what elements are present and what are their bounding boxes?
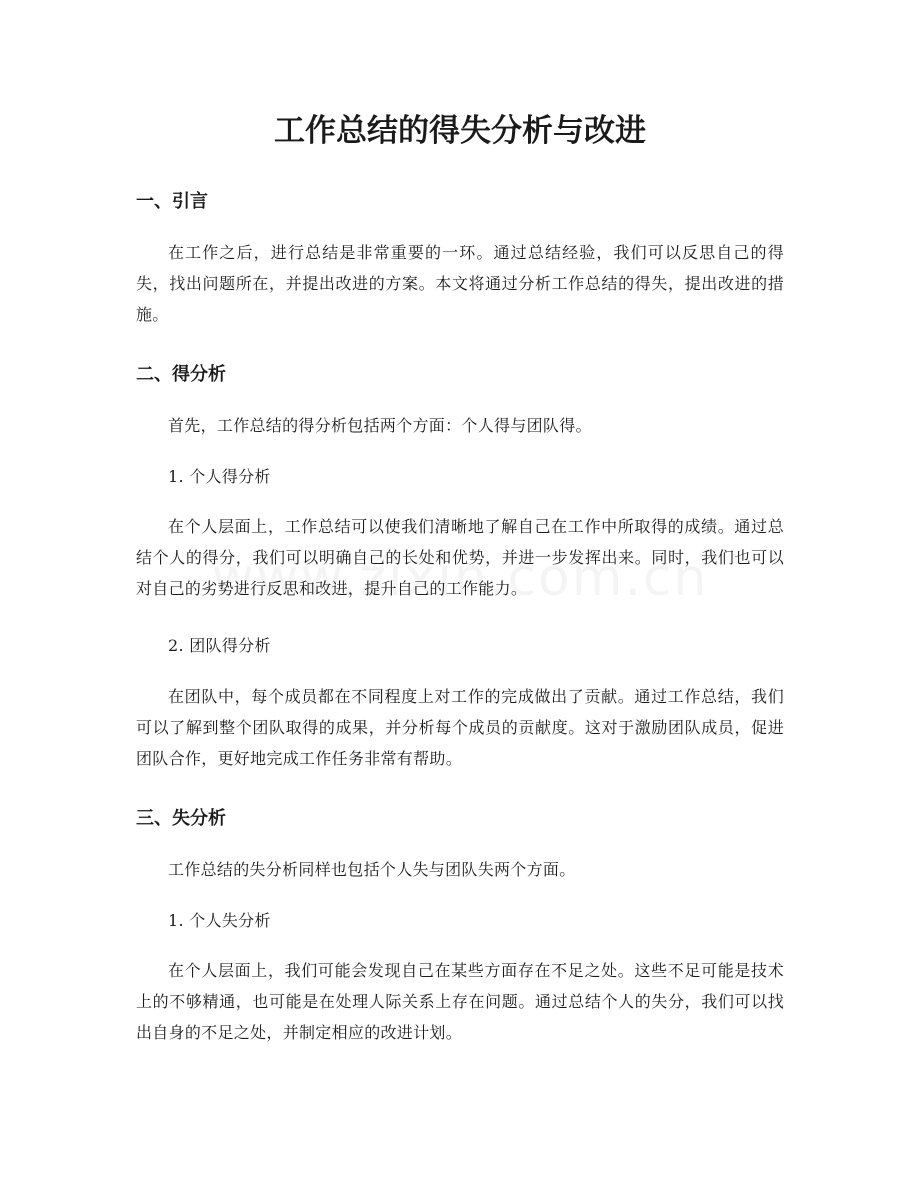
section-heading-intro: 一、引言: [136, 191, 208, 212]
section-heading-loss: 三、失分析: [136, 808, 226, 829]
loss-intro: 工作总结的失分析同样也包括个人失与团队失两个方面。: [168, 860, 576, 879]
intro-paragraph: 在工作之后，进行总结是非常重要的一环。通过总结经验，我们可以反思自己的得失，找出问题所在，并提出改进的方案。本文将通过分析工作总结的得失，提出改进的措施。: [136, 243, 784, 324]
subheading-personal-gain: 1. 个人得分析: [168, 467, 271, 486]
subheading-personal-loss: 1. 个人失分析: [168, 911, 271, 930]
personal-loss-paragraph: 在个人层面上，我们可能会发现自己在某些方面存在不足之处。这些不足可能是技术上的不够精通，也可能是在处理人际关系上存在问题。通过总结个人的失分，我们可以找出自身的不足之处，并制定相应的改进计划。: [136, 961, 784, 1042]
team-gain-paragraph: 在团队中，每个成员都在不同程度上对工作的完成做出了贡献。通过工作总结，我们可以了解到整个团队取得的成果，并分析每个成员的贡献度。这对于激励团队成员，促进团队合作，更好地完成工作任务非常有帮助。: [136, 687, 784, 768]
subheading-team-gain: 2. 团队得分析: [168, 636, 271, 655]
personal-gain-paragraph: 在个人层面上，工作总结可以使我们清晰地了解自己在工作中所取得的成绩。通过总结个人的得分，我们可以明确自己的长处和优势，并进一步发挥出来。同时，我们也可以对自己的劣势进行反思和改进，提升自己的工作能力。: [136, 517, 784, 598]
section-heading-gain: 二、得分析: [136, 364, 226, 385]
page-title: 工作总结的得失分析与改进: [274, 113, 646, 149]
gain-intro: 首先，工作总结的得分析包括两个方面：个人得与团队得。: [168, 416, 592, 435]
